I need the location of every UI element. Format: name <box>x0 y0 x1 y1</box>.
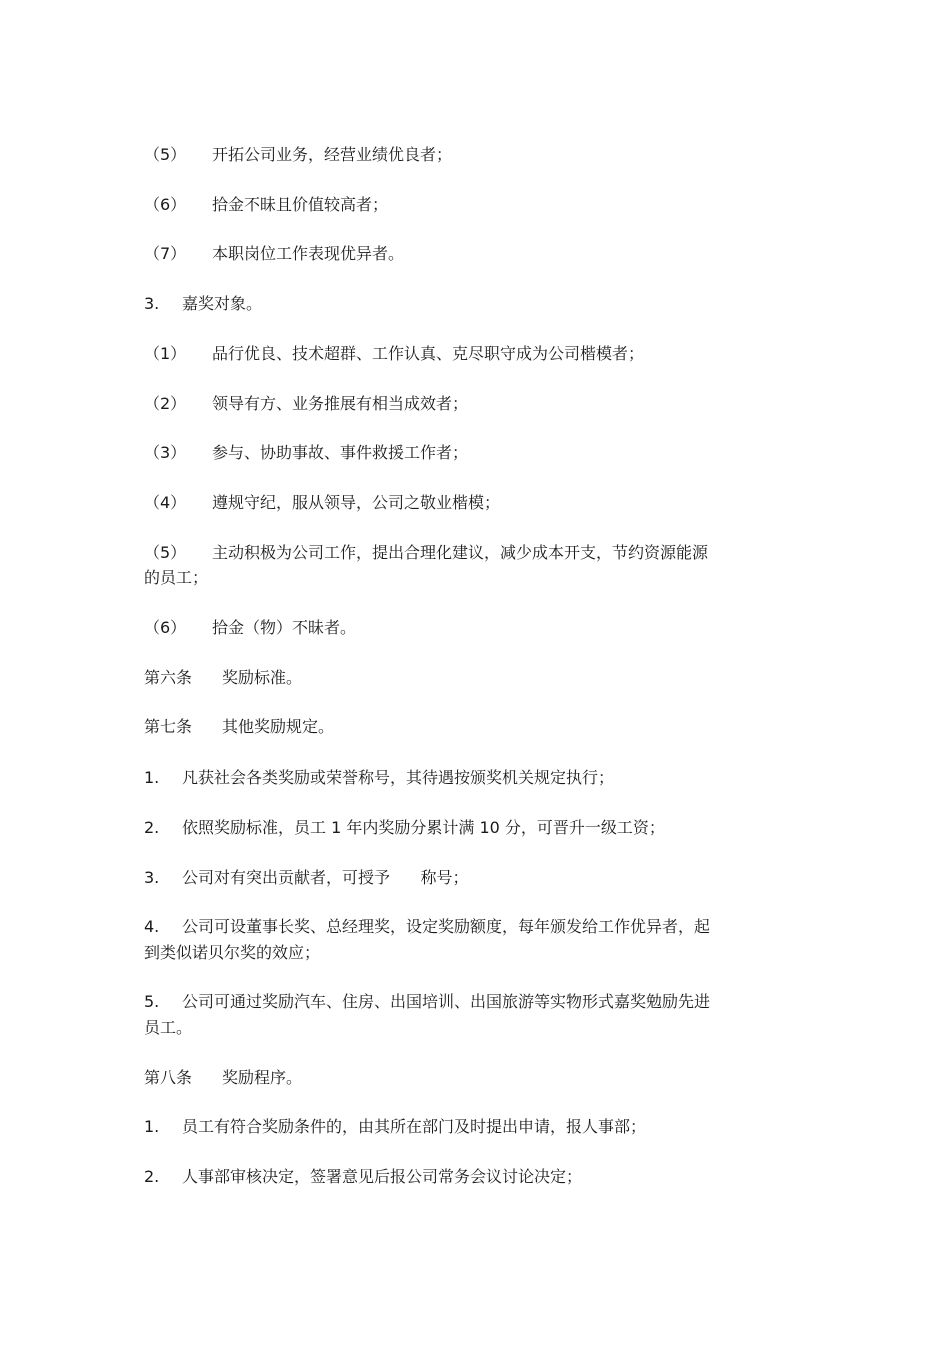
article-heading <box>144 1066 804 1090</box>
item-number: 3. <box>144 294 160 313</box>
list-item <box>144 193 804 217</box>
article-number: 第六条 <box>144 668 193 687</box>
item-number: （2） <box>144 394 187 413</box>
item-text: 拾金不昧且价值较高者； <box>212 195 389 214</box>
item-number: 1. <box>144 768 160 787</box>
article-number: 第七条 <box>144 717 193 736</box>
item-text: 拾金（物）不昧者。 <box>212 618 357 637</box>
item-number: 4. <box>144 917 160 936</box>
item-number: 5. <box>144 992 160 1011</box>
item-text: 嘉奖对象。 <box>182 294 263 313</box>
item-text: 参与、协助事故、事件救援工作者； <box>212 443 469 462</box>
item-text: 人事部审核决定，签署意见后报公司常务会议讨论决定； <box>182 1167 583 1186</box>
item-text-continuation: 到类似诺贝尔奖的效应； <box>144 943 321 962</box>
list-item <box>144 342 804 366</box>
list-item <box>144 1165 804 1189</box>
item-number: （6） <box>144 618 187 637</box>
item-text: 本职岗位工作表现优异者。 <box>212 244 405 263</box>
list-item <box>144 541 804 565</box>
item-text: 凡获社会各类奖励或荣誉称号，其待遇按颁奖机关规定执行； <box>182 768 615 787</box>
list-item <box>144 292 804 316</box>
article-title: 奖励程序。 <box>222 1068 303 1087</box>
list-item <box>144 1115 804 1139</box>
item-text: 公司对有突出贡献者，可授予 称号； <box>182 868 469 887</box>
item-text-continuation: 的员工； <box>144 568 209 587</box>
item-number: （7） <box>144 244 187 263</box>
article-title: 奖励标准。 <box>222 668 303 687</box>
item-number: （6） <box>144 195 187 214</box>
list-item <box>144 491 804 515</box>
list-item <box>144 441 804 465</box>
item-text: 遵规守纪，服从领导，公司之敬业楷模； <box>212 493 501 512</box>
list-item <box>144 866 804 890</box>
item-text-continuation: 员工。 <box>144 1018 193 1037</box>
list-item <box>144 816 804 840</box>
item-text: 公司可设董事长奖、总经理奖，设定奖励额度，每年颁发给工作优异者，起 <box>182 917 711 936</box>
item-number: 3. <box>144 868 160 887</box>
list-item <box>144 242 804 266</box>
item-number: （3） <box>144 443 187 462</box>
list-item <box>144 616 804 640</box>
item-text: 品行优良、技术超群、工作认真、克尽职守成为公司楷模者； <box>212 344 645 363</box>
item-number: （1） <box>144 344 187 363</box>
article-heading <box>144 666 804 690</box>
item-text: 主动积极为公司工作，提出合理化建议，减少成本开支，节约资源能源 <box>212 543 709 562</box>
list-item <box>144 766 804 790</box>
item-text: 公司可通过奖励汽车、住房、出国培训、出国旅游等实物形式嘉奖勉励先进 <box>182 992 711 1011</box>
article-heading <box>144 715 804 739</box>
list-item <box>144 143 804 167</box>
item-number: 2. <box>144 1167 160 1186</box>
item-number: （5） <box>144 543 187 562</box>
item-text: 依照奖励标准，员工 1 年内奖励分累计满 10 分，可晋升一级工资； <box>182 818 665 837</box>
list-item <box>144 392 804 416</box>
article-number: 第八条 <box>144 1068 193 1087</box>
item-text: 开拓公司业务，经营业绩优良者； <box>212 145 453 164</box>
article-title: 其他奖励规定。 <box>222 717 335 736</box>
item-number: （5） <box>144 145 187 164</box>
item-text: 员工有符合奖励条件的，由其所在部门及时提出申请，报人事部； <box>182 1117 647 1136</box>
list-item <box>144 990 804 1014</box>
item-number: 1. <box>144 1117 160 1136</box>
list-item <box>144 915 804 939</box>
item-number: （4） <box>144 493 187 512</box>
item-text: 领导有方、业务推展有相当成效者； <box>212 394 469 413</box>
item-number: 2. <box>144 818 160 837</box>
